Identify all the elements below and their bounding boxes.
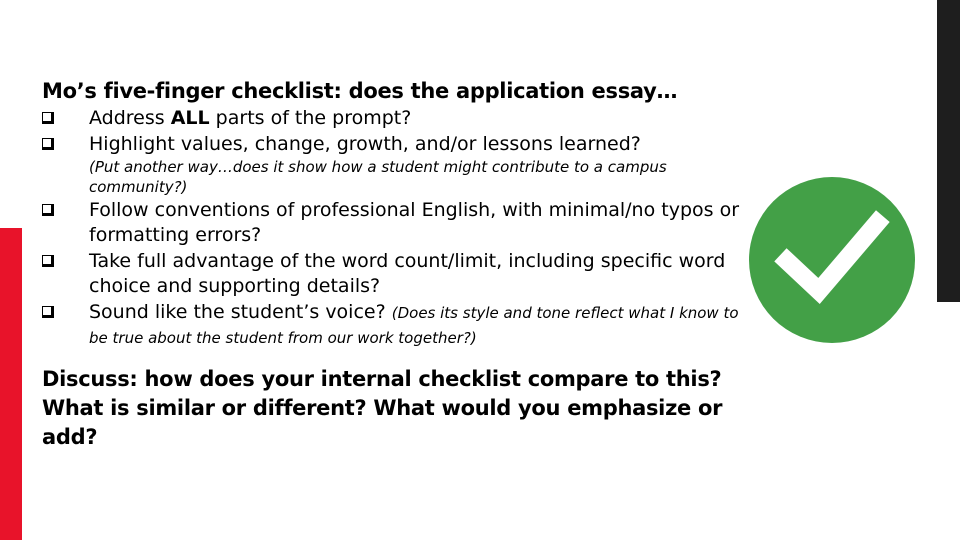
checkbox-icon — [42, 204, 54, 216]
checklist-item-2 — [42, 132, 742, 197]
checklist-item-4 — [42, 249, 742, 299]
item-5-text: Sound like the student’s voice? — [89, 301, 386, 323]
item-5-note: (Does its style and tone reflect what I know to be true about the student from our work together?) — [89, 304, 739, 347]
checklist-item-3 — [42, 198, 742, 248]
item-3-text: Follow conventions of professional English, with minimal/no typos or formatting errors? — [89, 199, 740, 246]
checklist-heading: Mo’s five-finger checklist: does the application essay… — [42, 79, 678, 103]
checkbox-icon — [42, 138, 54, 150]
item-2-text: Highlight values, change, growth, and/or lessons learned? — [89, 133, 641, 155]
dark-accent-bar — [937, 0, 960, 302]
red-accent-bar — [0, 228, 22, 540]
checklist-item-5 — [42, 300, 742, 350]
slide-content — [42, 77, 742, 452]
checkmark-circle — [749, 177, 915, 343]
item-1-text-after: parts of the prompt? — [209, 107, 412, 129]
checkbox-icon — [42, 306, 54, 318]
item-1-emphasis: ALL — [170, 107, 210, 129]
green-checkmark-icon — [749, 177, 915, 343]
checklist — [42, 106, 742, 350]
checkbox-icon — [42, 255, 54, 267]
item-1-text-before: Address — [89, 107, 171, 129]
checklist-item-1 — [42, 106, 742, 131]
checkbox-icon — [42, 112, 54, 124]
discussion-prompt: Discuss: how does your internal checklist compare to this? What is similar or different? What would you emphasize or add? — [42, 367, 723, 449]
item-2-note: (Put another way…does it show how a student might contribute to a campus community?) — [89, 158, 667, 196]
item-4-text: Take full advantage of the word count/limit, including specific word choice and supporting details? — [89, 250, 726, 297]
